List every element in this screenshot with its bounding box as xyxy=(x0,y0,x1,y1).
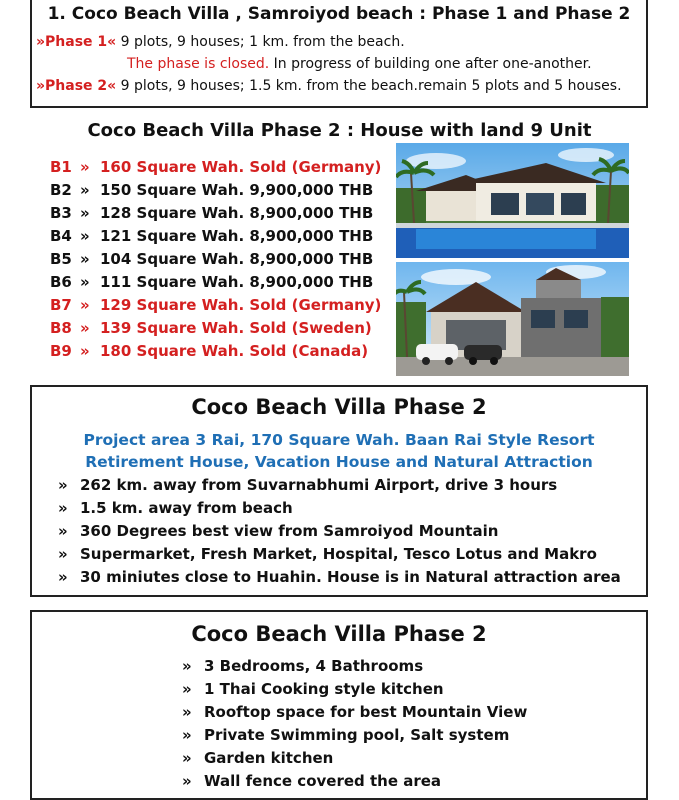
bullet-text: 1.5 km. away from beach xyxy=(80,499,293,517)
unit-code: B8 xyxy=(50,319,72,337)
unit-separator: » xyxy=(80,273,90,291)
unit-separator: » xyxy=(80,319,90,337)
bullet-text: Private Swimming pool, Salt system xyxy=(204,726,510,744)
unit-code: B3 xyxy=(50,204,72,222)
unit-separator: » xyxy=(80,250,90,268)
unit-code: B6 xyxy=(50,273,72,291)
phase1-status-line xyxy=(127,56,592,72)
bullet-mark: » xyxy=(182,703,192,721)
unit-details: 160 Square Wah. Sold (Germany) xyxy=(100,158,382,176)
bullet-mark: » xyxy=(58,476,68,494)
unit-row xyxy=(50,319,372,337)
bullet-mark: » xyxy=(58,499,68,517)
unit-code: B7 xyxy=(50,296,72,314)
unit-separator: » xyxy=(80,227,90,245)
phase1-label: »Phase 1« xyxy=(36,34,117,50)
phase1-closed: The phase is closed. xyxy=(127,56,270,72)
bullet-item xyxy=(182,680,444,698)
project-info-box xyxy=(30,385,648,597)
bullet-item xyxy=(58,476,557,494)
unit-row xyxy=(50,204,373,222)
unit-details: 180 Square Wah. Sold (Canada) xyxy=(100,342,369,360)
phase-summary-title: 1. Coco Beach Villa , Samroiyod beach : Phase 1 and Phase 2 xyxy=(47,4,631,24)
unit-row xyxy=(50,158,381,176)
unit-details: 111 Square Wah. 8,900,000 THB xyxy=(100,273,374,291)
bullet-item xyxy=(58,499,293,517)
bullet-item xyxy=(182,772,441,790)
house-features-box xyxy=(30,610,648,800)
unit-row xyxy=(50,227,373,245)
phase1-text: 9 plots, 9 houses; 1 km. from the beach. xyxy=(116,34,405,50)
project-area-text: Project area 3 Rai, 170 Square Wah. Baan Rai Style Resort xyxy=(83,431,595,449)
phase2-line xyxy=(36,78,622,94)
project-info-title: Coco Beach Villa Phase 2 xyxy=(191,395,487,419)
bullet-mark: » xyxy=(182,680,192,698)
bullet-mark: » xyxy=(182,657,192,675)
unit-separator: » xyxy=(80,204,90,222)
bullet-mark: » xyxy=(182,772,192,790)
unit-details: 121 Square Wah. 8,900,000 THB xyxy=(100,227,374,245)
bullet-item xyxy=(182,726,509,744)
bullet-mark: » xyxy=(58,545,68,563)
unit-code: B2 xyxy=(50,181,72,199)
units-title: Coco Beach Villa Phase 2 : House with land 9 Unit xyxy=(87,120,592,141)
bullet-item xyxy=(58,568,621,586)
villa-carport-photo xyxy=(396,262,629,376)
bullet-text: 360 Degrees best view from Samroiyod Mountain xyxy=(80,522,499,540)
unit-details: 150 Square Wah. 9,900,000 THB xyxy=(100,181,374,199)
unit-separator: » xyxy=(80,296,90,314)
bullet-item xyxy=(182,657,423,675)
unit-row xyxy=(50,250,373,268)
bullet-text: Supermarket, Fresh Market, Hospital, Tesco Lotus and Makro xyxy=(80,545,597,563)
phase2-label: »Phase 2« xyxy=(36,78,117,94)
unit-code: B9 xyxy=(50,342,72,360)
bullet-item xyxy=(182,703,527,721)
unit-row xyxy=(50,273,373,291)
unit-separator: » xyxy=(80,181,90,199)
villa-pool-photo xyxy=(396,143,629,258)
unit-row xyxy=(50,181,373,199)
bullet-text: 1 Thai Cooking style kitchen xyxy=(204,680,444,698)
unit-details: 129 Square Wah. Sold (Germany) xyxy=(100,296,382,314)
phase2-text: 9 plots, 9 houses; 1.5 km. from the beach.remain 5 plots and 5 houses. xyxy=(116,78,622,94)
bullet-text: 3 Bedrooms, 4 Bathrooms xyxy=(204,657,424,675)
unit-code: B1 xyxy=(50,158,72,176)
unit-details: 128 Square Wah. 8,900,000 THB xyxy=(100,204,374,222)
bullet-item xyxy=(58,545,597,563)
bullet-item xyxy=(58,522,498,540)
bullet-text: 30 miniutes close to Huahin. House is in Natural attraction area xyxy=(80,568,621,586)
phase-summary-box xyxy=(30,0,648,108)
unit-separator: » xyxy=(80,342,90,360)
bullet-mark: » xyxy=(58,522,68,540)
unit-row xyxy=(50,296,381,314)
bullet-text: Rooftop space for best Mountain View xyxy=(204,703,528,721)
house-features-title: Coco Beach Villa Phase 2 xyxy=(191,622,487,646)
bullet-text: Garden kitchen xyxy=(204,749,334,767)
unit-separator: » xyxy=(80,158,90,176)
unit-row xyxy=(50,342,368,360)
unit-code: B4 xyxy=(50,227,72,245)
bullet-mark: » xyxy=(58,568,68,586)
project-purpose-text: Retirement House, Vacation House and Natural Attraction xyxy=(85,453,593,471)
unit-code: B5 xyxy=(50,250,72,268)
bullet-mark: » xyxy=(182,726,192,744)
phase1-progress: In progress of building one after one-another. xyxy=(269,56,592,72)
bullet-text: Wall fence covered the area xyxy=(204,772,442,790)
phase1-line xyxy=(36,34,405,50)
unit-details: 139 Square Wah. Sold (Sweden) xyxy=(100,319,372,337)
unit-details: 104 Square Wah. 8,900,000 THB xyxy=(100,250,374,268)
bullet-mark: » xyxy=(182,749,192,767)
bullet-item xyxy=(182,749,333,767)
bullet-text: 262 km. away from Suvarnabhumi Airport, drive 3 hours xyxy=(80,476,558,494)
